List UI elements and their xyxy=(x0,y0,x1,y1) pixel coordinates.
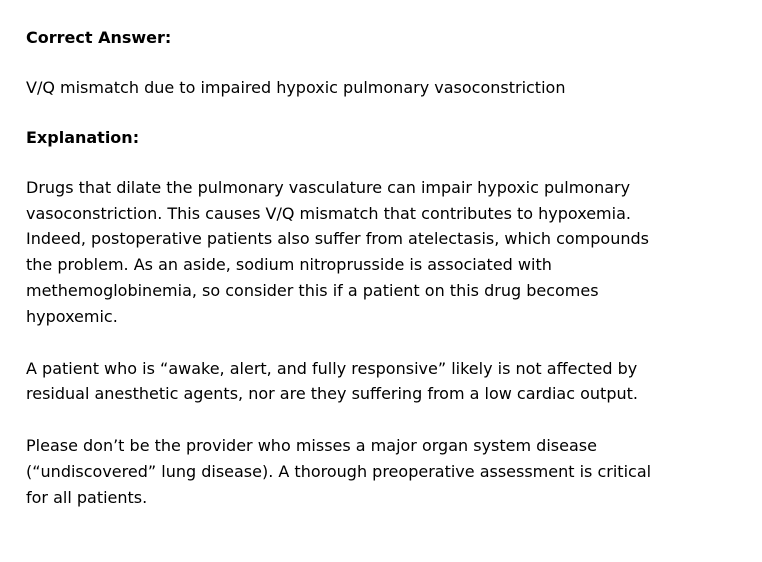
explanation-paragraph-2: A patient who is “awake, alert, and fully responsive” likely is not affected by residual anesthetic agents, nor are they suffering from a low cardiac output. xyxy=(26,358,638,404)
correct-answer-heading: Correct Answer: xyxy=(26,28,172,47)
spacer xyxy=(26,150,742,175)
spacer xyxy=(26,330,742,356)
correct-answer-text: V/Q mismatch due to impaired hypoxic pulmonary vasoconstriction xyxy=(26,78,566,97)
spacer xyxy=(26,50,742,75)
spacer xyxy=(26,407,742,433)
spacer xyxy=(26,101,742,126)
explanation-heading: Explanation: xyxy=(26,127,140,147)
explanation-paragraph-1: Drugs that dilate the pulmonary vasculature can impair hypoxic pulmonary vasoconstriction. This causes V/Q mismatch that contributes to hypoxemia. Indeed, postoperative patients also suffer from atelectasis, which compounds the problem. As an aside, sodium nitroprusside is associated with methemoglobinemia, so consider this if a patient on this drug becomes hypoxemic. xyxy=(26,177,649,326)
explanation-paragraph-3: Please don’t be the provider who misses a major organ system disease (“undiscovered” lung disease). A thorough preoperative assessment is critical for all patients. xyxy=(26,436,652,507)
